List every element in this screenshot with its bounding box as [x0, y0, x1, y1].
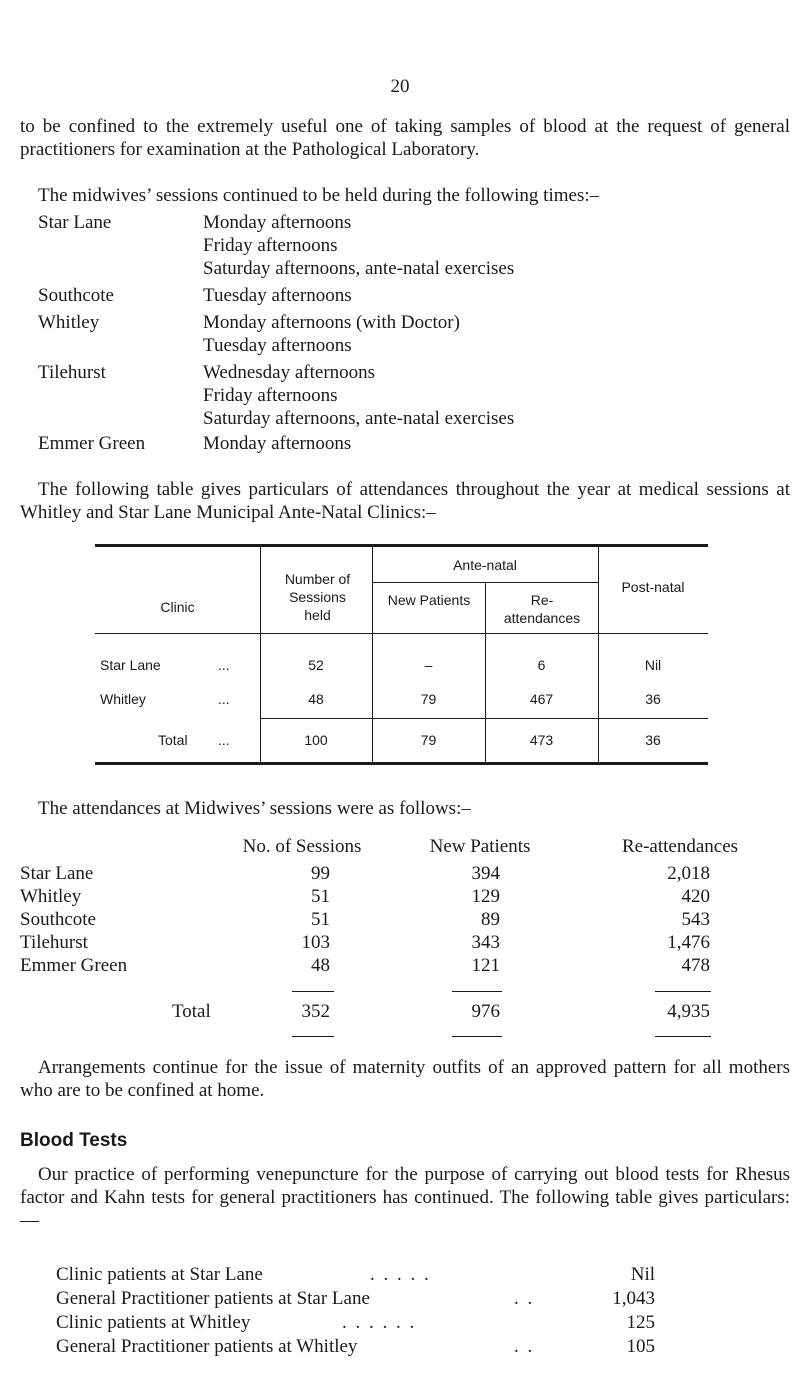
row-clinic: Whitley [100, 691, 146, 707]
row-new: 79 [420, 691, 437, 707]
schedule-location: Star Lane [38, 212, 112, 233]
blood-list-dots: . . . . . [370, 1264, 431, 1285]
row-clinic: Star Lane [100, 657, 161, 673]
total-post: 36 [645, 732, 661, 748]
row-sessions: 51 [311, 886, 330, 907]
total-rule [452, 1036, 502, 1037]
row-re: 420 [681, 886, 710, 907]
row-re: 6 [537, 657, 546, 673]
total-new: 79 [420, 732, 437, 748]
header-sessions: No. of Sessions [242, 836, 362, 857]
blood-list-dots: . . [514, 1336, 535, 1357]
blood-list-value: 105 [626, 1336, 655, 1357]
row-dots: ... [218, 657, 230, 673]
schedule-time: Monday afternoons (with Doctor) [203, 312, 460, 333]
header-post-natal: Post-natal [621, 579, 685, 595]
schedule-time: Friday afternoons [203, 235, 338, 256]
total-dots: ... [218, 732, 230, 748]
blood-list-label: Clinic patients at Whitley [56, 1312, 251, 1333]
total-rule [452, 991, 502, 992]
schedule-time: Wednesday afternoons [203, 362, 376, 383]
header-rule [95, 633, 708, 634]
column-rule [260, 547, 261, 762]
blood-list-label: General Practitioner patients at Star Lane [56, 1288, 370, 1309]
blood-list-dots: . . . . . . [342, 1312, 417, 1333]
row-sessions: 99 [311, 863, 330, 884]
blood-list-label: Clinic patients at Star Lane [56, 1264, 263, 1285]
total-rule [655, 991, 711, 992]
total-sessions: 352 [301, 1001, 330, 1022]
schedule-time: Friday afternoons [203, 385, 338, 406]
row-location: Star Lane [20, 863, 94, 884]
row-re: 467 [529, 691, 554, 707]
blood-list-value: 1,043 [612, 1288, 655, 1309]
header-re-attendances: Re-attendances [621, 836, 739, 857]
row-re: 1,476 [667, 932, 710, 953]
schedule-time: Tuesday afternoons [203, 335, 352, 356]
total-label: Total [158, 732, 188, 748]
blood-tests-paragraph: Our practice of performing venepuncture for the purpose of carrying out blood tests for Rhesus factor and Kahn tests for general practitioners has continued. The following table gives particulars:— [20, 1164, 790, 1231]
row-sessions: 51 [311, 909, 330, 930]
total-label: Total [172, 1001, 211, 1022]
column-rule [372, 547, 373, 762]
header-new-patients: New Patients [387, 592, 471, 608]
schedule-location: Southcote [38, 285, 114, 306]
schedule-location: Tilehurst [38, 362, 106, 383]
row-re: 478 [681, 955, 710, 976]
blood-list-dots: . . [514, 1288, 535, 1309]
row-location: Emmer Green [20, 955, 128, 976]
schedule-location: Emmer Green [38, 433, 146, 454]
row-new: 343 [471, 932, 500, 953]
total-rule [260, 718, 708, 719]
total-rule [655, 1036, 711, 1037]
header-re-attendances: Re- attendances [503, 592, 581, 626]
header-new-patients: New Patients [429, 836, 531, 857]
blood-tests-heading: Blood Tests [20, 1130, 128, 1151]
schedule-time: Monday afternoons [203, 433, 352, 454]
row-sessions: 48 [311, 955, 330, 976]
row-new: – [424, 657, 433, 673]
row-sessions: 48 [308, 691, 324, 707]
row-sessions: 103 [301, 932, 330, 953]
row-new: 129 [471, 886, 500, 907]
row-post: 36 [645, 691, 661, 707]
row-dots: ... [218, 691, 230, 707]
header-ante-natal: Ante-natal [453, 557, 517, 573]
row-location: Tilehurst [20, 932, 88, 953]
clinic-intro: The following table gives particulars of attendances throughout the year at medical sessions at Whitley and Star Lane Municipal Ante-Natal Clinics:– [20, 479, 790, 523]
row-location: Whitley [20, 886, 82, 907]
schedule-time: Saturday afternoons, ante-natal exercises [203, 408, 515, 429]
header-clinic: Clinic [160, 599, 195, 615]
total-rule [292, 991, 334, 992]
schedule-time: Tuesday afternoons [203, 285, 352, 306]
row-re: 543 [681, 909, 710, 930]
midwives-intro: The midwives’ sessions continued to be held during the following times:– [38, 185, 600, 206]
blood-list-value: Nil [630, 1264, 655, 1285]
total-new: 976 [471, 1001, 500, 1022]
midwives-attendance-intro: The attendances at Midwives’ sessions were as follows:– [38, 798, 471, 819]
row-re: 2,018 [667, 863, 710, 884]
blood-list-label: General Practitioner patients at Whitley [56, 1336, 358, 1357]
total-sessions: 100 [304, 732, 328, 748]
schedule-time: Saturday afternoons, ante-natal exercises [203, 258, 515, 279]
header-sessions: Number of Sessions held [284, 571, 351, 623]
table-bottom-rule [95, 762, 708, 765]
schedule-time: Monday afternoons [203, 212, 352, 233]
total-re: 473 [529, 732, 554, 748]
row-new: 394 [471, 863, 500, 884]
intro-paragraph: to be confined to the extremely useful one of taking samples of blood at the request of general practitioners for examination at the Pathological Laboratory. [20, 116, 790, 160]
blood-list-value: 125 [626, 1312, 655, 1333]
total-rule [292, 1036, 334, 1037]
row-new: 89 [481, 909, 500, 930]
row-post: Nil [644, 657, 662, 673]
row-sessions: 52 [308, 657, 324, 673]
row-new: 121 [471, 955, 500, 976]
total-re: 4,935 [667, 1001, 710, 1022]
table-top-rule [95, 544, 708, 547]
row-location: Southcote [20, 909, 96, 930]
page-number: 20 [390, 76, 410, 97]
maternity-paragraph: Arrangements continue for the issue of maternity outfits of an approved pattern for all mothers who are to be confined at home. [20, 1057, 790, 1101]
schedule-location: Whitley [38, 312, 100, 333]
